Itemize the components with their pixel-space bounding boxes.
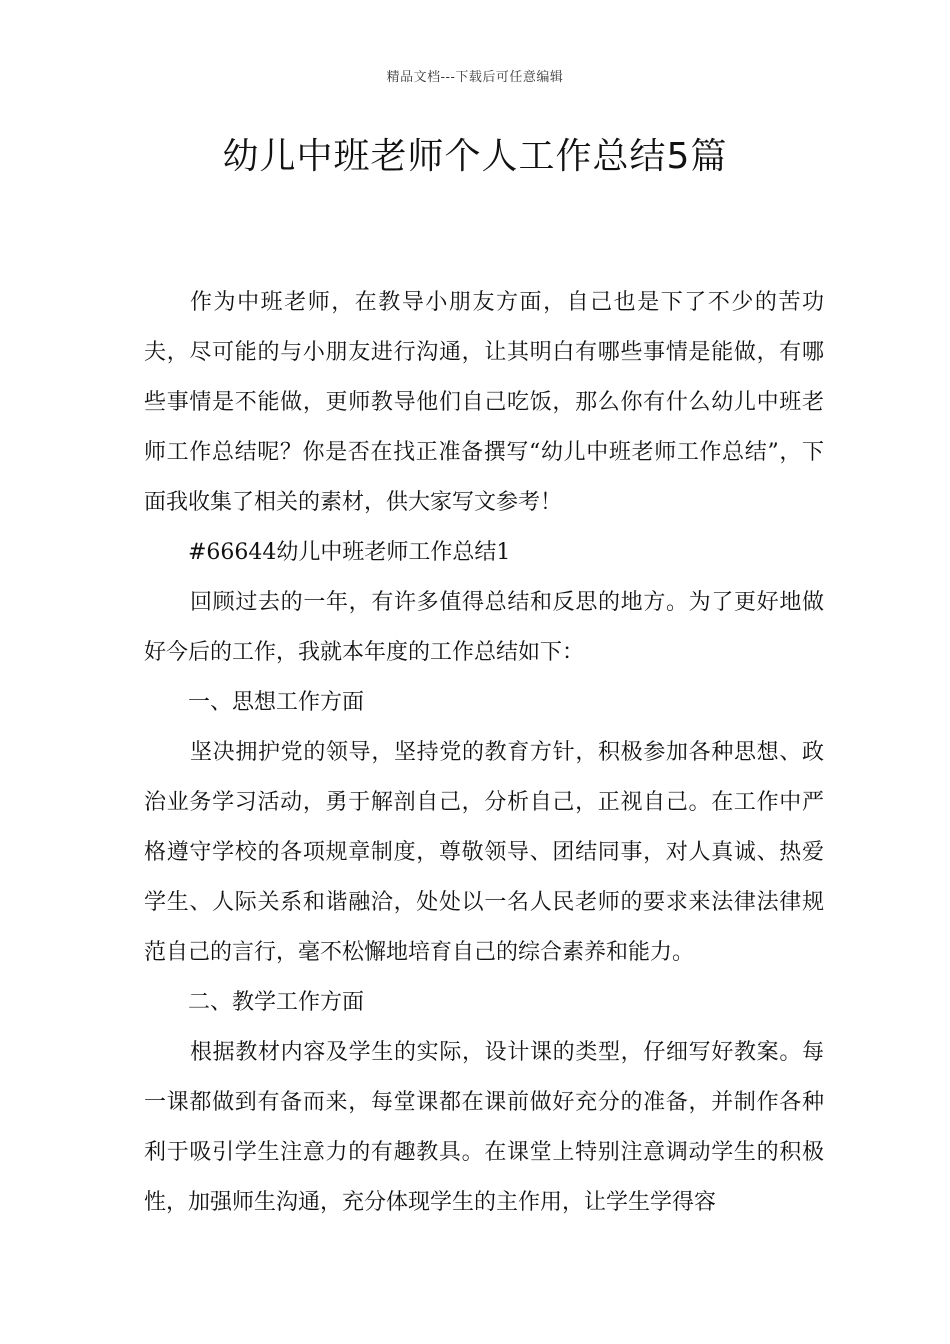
body-paragraph-teaching: 根据教材内容及学生的实际，设计课的类型，仔细写好教案。每一课都做到有备而来，每堂课都在课前做好充分的准备，并制作各种利于吸引学生注意力的有趣教具。在课堂上特别注意调动学生的积极性，加强师生沟通，充分体现学生的主作用，让学生学得容 (144, 1040, 824, 1215)
section-heading-teaching: 二、教学工作方面 (188, 990, 365, 1015)
section-heading-ideology: 一、思想工作方面 (188, 690, 365, 715)
header-note: 精品文档---下载后可任意编辑 (386, 70, 564, 85)
body-paragraph-ideology: 坚决拥护党的领导，坚持党的教育方针，积极参加各种思想、政治业务学习活动，勇于解剖自己，分析自己，正视自己。在工作中严格遵守学校的各项规章制度，尊敬领导、团结同事，对人真诚、热爱学生、人际关系和谐融洽，处处以一名人民老师的要求来法律法律规范自己的言行，毫不松懈地培育自己的综合素养和能力。 (144, 740, 824, 965)
body-paragraph-review: 回顾过去的一年，有许多值得总结和反思的地方。为了更好地做好今后的工作，我就本年度的工作总结如下： (144, 590, 824, 665)
section-heading-summary-1: #66644幼儿中班老师工作总结1 (188, 540, 511, 565)
document-title: 幼儿中班老师个人工作总结5篇 (222, 136, 728, 177)
document-body (144, 278, 824, 1228)
intro-paragraph: 作为中班老师，在教导小朋友方面，自己也是下了不少的苦功夫，尽可能的与小朋友进行沟通，让其明白有哪些事情是能做，有哪些事情是不能做，更师教导他们自己吃饭，那么你有什么幼儿中班老师工作总结呢？你是否在找正准备撰写“幼儿中班老师工作总结”，下面我收集了相关的素材，供大家写文参考！ (144, 290, 824, 515)
